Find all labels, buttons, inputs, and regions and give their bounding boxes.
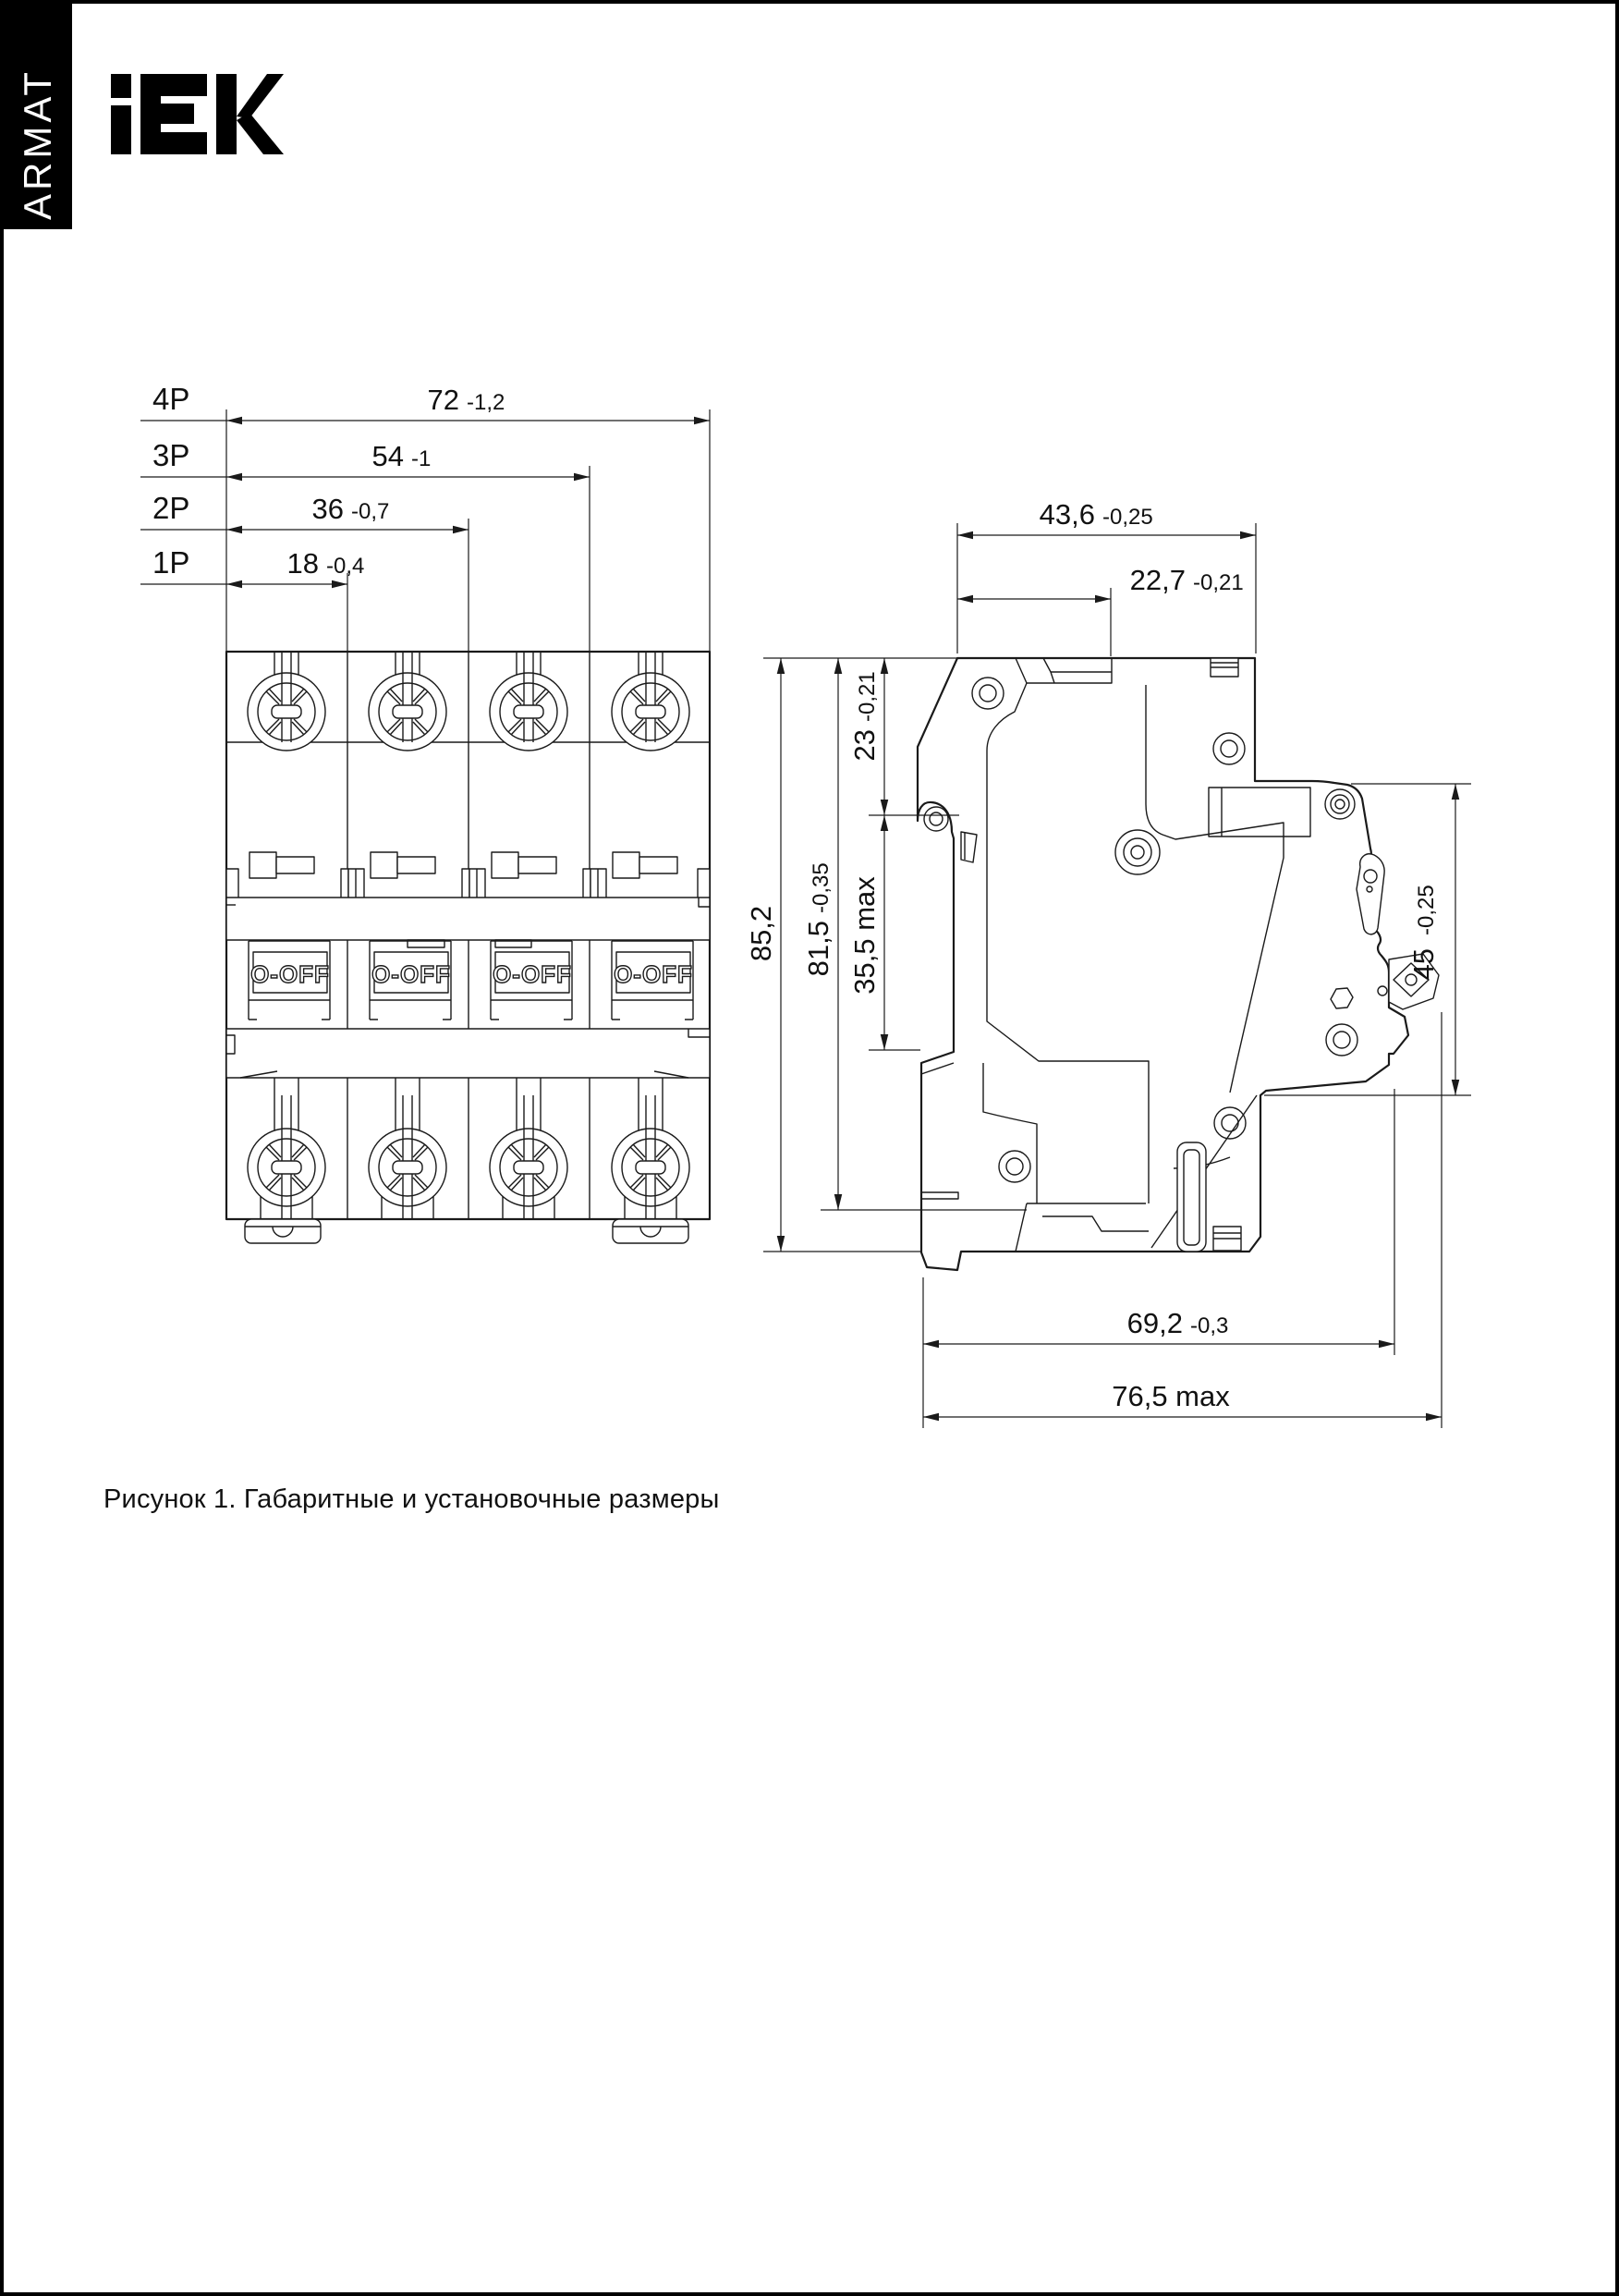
dim-1p-value: 18 <box>286 547 319 580</box>
dim-height-total-value: 85,2 <box>745 905 777 962</box>
dim-width-top-tol: -0,25 <box>1102 505 1153 530</box>
front-view-dimensions <box>140 382 710 652</box>
dim-din-channel <box>848 815 959 1050</box>
iek-logo <box>111 74 284 154</box>
dim-4p-pole: 4P <box>152 382 190 416</box>
din-rail-clip <box>245 1219 321 1243</box>
dim-depth-max-value: 76,5 max <box>1112 1380 1230 1412</box>
dim-top-to-channel <box>848 658 884 815</box>
dim-2p-value: 36 <box>311 493 344 525</box>
front-view <box>226 652 710 1243</box>
toggle-state-label: O-OFF <box>614 960 693 988</box>
upper-bar <box>226 898 710 947</box>
dim-width-terminal-value: 22,7 <box>1129 564 1186 596</box>
dim-height-body-tol: -0,35 <box>809 862 834 913</box>
dim-3p-value: 54 <box>371 440 404 472</box>
dim-height-body-value: 81,5 <box>802 921 834 977</box>
dim-1p <box>140 545 364 584</box>
side-view <box>918 658 1439 1270</box>
toggle-state-label: O-OFF <box>493 960 572 988</box>
dim-3p-tol: -1 <box>411 446 432 471</box>
lower-bar <box>226 1029 710 1078</box>
armat-label: ARMAT <box>16 68 59 220</box>
dim-2p <box>140 491 469 530</box>
dim-front-panel-tol: -0,25 <box>1414 885 1439 935</box>
dim-2p-pole: 2P <box>152 491 190 525</box>
dim-3p <box>140 438 590 477</box>
figure-caption: Рисунок 1. Габаритные и установочные размеры <box>103 1484 720 1514</box>
side-marking-plate <box>1209 788 1310 837</box>
side-body <box>918 658 1408 1270</box>
toggle-state-label: O-OFF <box>371 960 451 988</box>
dim-4p-tol: -1,2 <box>467 390 505 415</box>
dim-depth-body-tol: -0,3 <box>1190 1313 1229 1338</box>
dim-1p-tol: -0,4 <box>326 554 365 579</box>
dim-top-to-channel-tol: -0,21 <box>855 671 880 722</box>
brand-header <box>4 4 284 229</box>
dim-depth-body-value: 69,2 <box>1126 1307 1183 1339</box>
dim-width-terminal <box>957 564 1244 656</box>
dim-width-top-value: 43,6 <box>1039 498 1095 531</box>
dim-4p-value: 72 <box>427 384 459 416</box>
dim-2p-tol: -0,7 <box>351 499 390 524</box>
dim-top-to-channel-value: 23 <box>848 729 881 762</box>
dim-din-channel-value: 35,5 max <box>848 876 881 995</box>
din-rail-clip <box>613 1219 688 1243</box>
toggle-state-label: O-OFF <box>250 960 330 988</box>
dim-3p-pole: 3P <box>152 438 190 472</box>
dim-front-panel-value: 45 <box>1407 948 1440 981</box>
dim-width-terminal-tol: -0,21 <box>1193 570 1244 595</box>
dim-1p-pole: 1P <box>152 545 190 580</box>
